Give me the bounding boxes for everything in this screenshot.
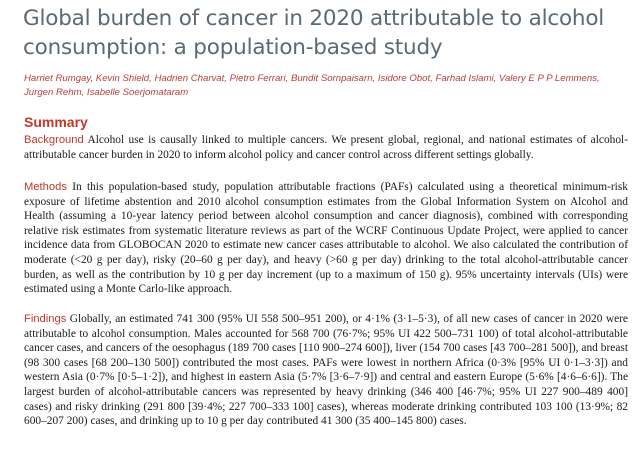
findings-section	[24, 312, 628, 429]
author-list: Harriet Rumgay, Kevin Shield, Hadrien Charvat, Pietro Ferrari, Bundit Sornpaisarn, Isidore Obot, Farhad Islami, Valery E P P Lemmens, Jurgen Rehm, Isabelle Soerjomataram	[24, 73, 600, 98]
methods-label: Methods	[24, 181, 67, 193]
background-label: Background	[24, 134, 84, 146]
background-text: Alcohol use is causally linked to multiple cancers. We present global, regional, and national estimates of alcohol-attributable cancer burden in 2020 to inform alcohol policy and cancer control across different settings globally.	[24, 134, 628, 161]
article-title: Global burden of cancer in 2020 attributable to alcohol consumption: a population-based study	[23, 6, 605, 60]
summary-heading: Summary	[24, 114, 88, 130]
findings-text: Globally, an estimated 741 300 (95% UI 558 500–951 200), or 4·1% (3·1–5·3), of all new cases of cancer in 2020 were attributable to alcohol consumption. Males accounted for 568 700 (76·7%; 95% UI 422 500–731 100) of total alcohol-attributable cancer cases, and cancers of the oesophagus (189 700 cases [110 900–274 600]), liver (154 700 cases [43 700–281 500]), and breast (98 300 cases [68 200–130 500]) contributed the most cases. PAFs were lowest in northern Africa (0·3% [95% UI 0·1–3·3]) and western Asia (0·7% [0·5–1·2]), and highest in eastern Asia (5·7% [3·6–7·9]) and central and eastern Europe (5·6% [4·6–6·6]). The largest burden of alcohol-attributable cancers was represented by heavy drinking (346 400 [46·7%; 95% UI 227 900–489 400] cases) and risky drinking (291 800 [39·4%; 227 700–333 100] cases), whereas moderate drinking contributed 103 100 (13·9%; 82 600–207 200) cases, and drinking up to 10 g per day contributed 41 300 (35 400–145 800) cases.	[24, 313, 628, 428]
findings-label: Findings	[24, 313, 67, 325]
methods-section	[24, 180, 628, 297]
methods-text: In this population-based study, population attributable fractions (PAFs) calculated using a theoretical minimum-risk exposure of lifetime abstention and 2010 alcohol consumption estimates from the Global Information System on Alcohol and Health (assuming a 10-year latency period between alcohol consumption and cancer diagnosis), combined with corresponding relative risk estimates from systematic literature reviews as part of the WCRF Continuous Update Project, were applied to cancer incidence data from GLOBOCAN 2020 to estimate new cancer cases attributable to alcohol. We also calculated the contribution of moderate (<20 g per day), risky (20–60 g per day), and heavy (>60 g per day) drinking to the total alcohol-attributable cancer burden, as well as the contribution by 10 g per day increment (up to a maximum of 150 g). 95% uncertainty intervals (UIs) were estimated using a Monte Carlo-like approach.	[24, 181, 628, 296]
background-section	[24, 133, 628, 162]
